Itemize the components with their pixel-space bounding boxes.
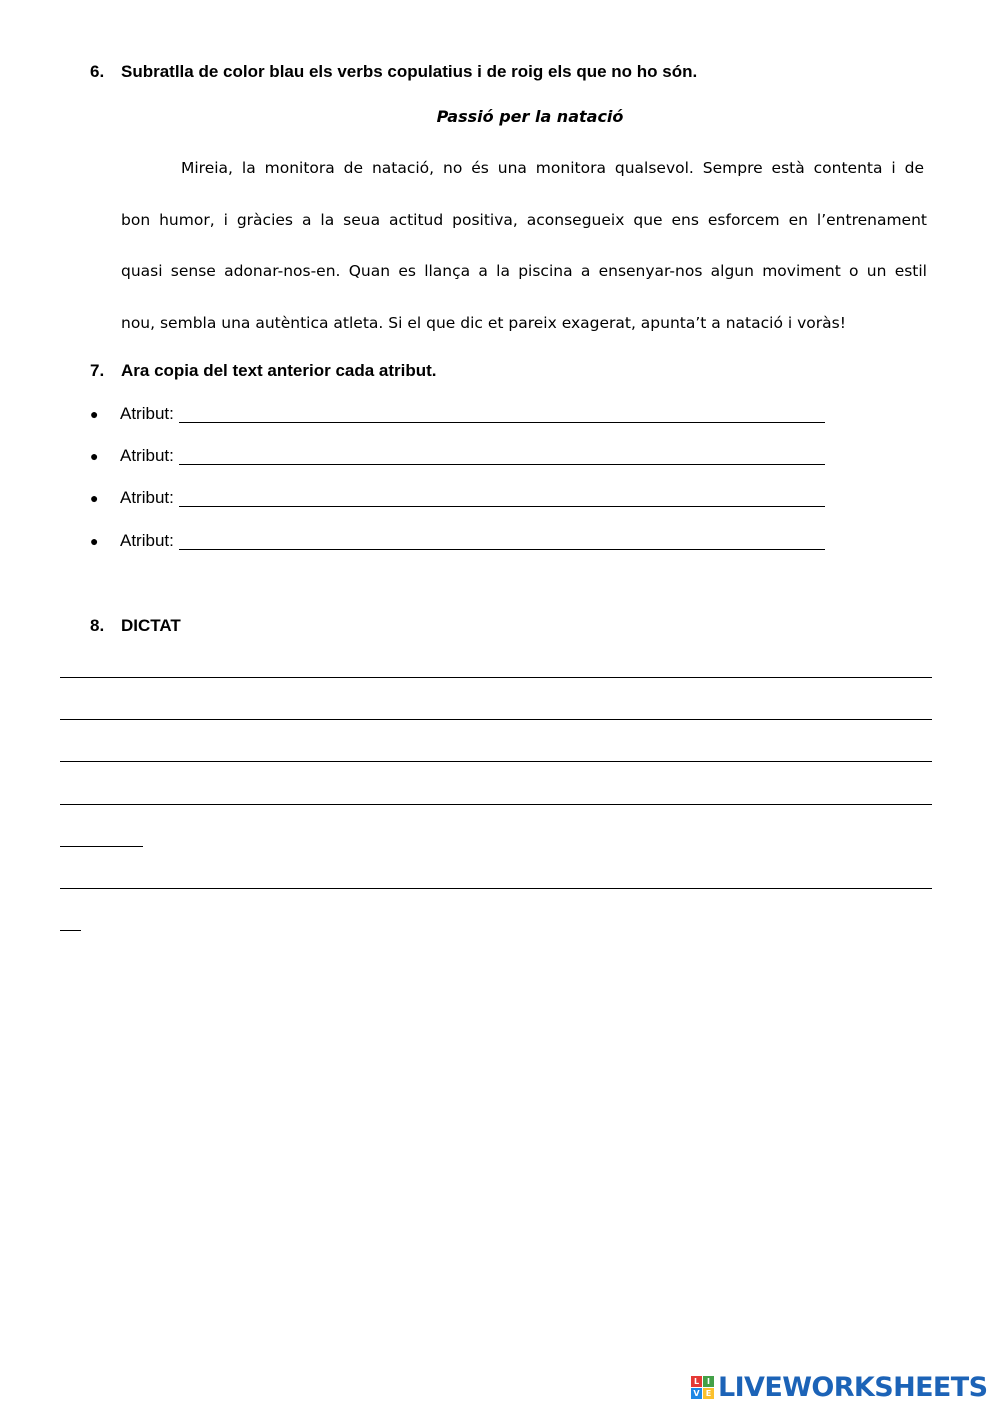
logo-block-v: V [691, 1388, 702, 1399]
story-title: Passió per la natació [436, 107, 624, 126]
dictation-line-7[interactable] [60, 930, 81, 931]
attribute-answer-line[interactable] [179, 464, 825, 465]
question-8-number: 8. [90, 616, 105, 635]
attribute-answer-line[interactable] [179, 422, 825, 423]
dictation-line-4[interactable] [60, 804, 932, 805]
question-7-number: 7. [90, 361, 105, 380]
bullet-icon: ● [90, 533, 99, 549]
brand-name: LIVEWORKSHEETS [718, 1372, 988, 1403]
story-line-3: quasi sense adonar-nos-en. Quan es llança a la piscina a ensenyar-nos algun moviment o un estil [121, 262, 927, 280]
story-line-1: Mireia, la monitora de natació, no és una monitora qualsevol. Sempre està contenta i de [181, 159, 924, 177]
question-8-heading [90, 616, 181, 636]
dictation-line-5[interactable] [60, 846, 143, 847]
story-line-2: bon humor, i gràcies a la seua actitud positiva, aconsegueix que ens esforcem en l’entrenament [121, 211, 927, 229]
question-8-text: DICTAT [121, 616, 181, 635]
dictation-line-6[interactable] [60, 888, 932, 889]
question-7-heading [90, 361, 437, 381]
logo-block-e: E [703, 1388, 714, 1399]
logo-block-l: L [691, 1376, 702, 1387]
question-6-number: 6. [90, 62, 105, 81]
bullet-icon: ● [90, 406, 99, 422]
dictation-line-1[interactable] [60, 677, 932, 678]
liveworksheets-logo [691, 1374, 987, 1402]
attribute-label: Atribut: [120, 446, 174, 465]
dictation-line-2[interactable] [60, 719, 932, 720]
question-7-text: Ara copia del text anterior cada atribut. [121, 361, 437, 380]
logo-block-i: I [703, 1376, 714, 1387]
bullet-icon: ● [90, 490, 99, 506]
live-blocks-icon [691, 1376, 715, 1400]
bullet-icon: ● [90, 448, 99, 464]
attribute-label: Atribut: [120, 531, 174, 550]
attribute-answer-line[interactable] [179, 549, 825, 550]
question-6-heading [90, 62, 697, 82]
dictation-line-3[interactable] [60, 761, 932, 762]
attribute-label: Atribut: [120, 404, 174, 423]
attribute-answer-line[interactable] [179, 506, 825, 507]
attribute-label: Atribut: [120, 488, 174, 507]
story-line-4: nou, sembla una autèntica atleta. Si el que dic et pareix exagerat, apunta’t a natació i voràs! [121, 314, 846, 332]
question-6-text: Subratlla de color blau els verbs copulatius i de roig els que no ho són. [121, 62, 698, 81]
